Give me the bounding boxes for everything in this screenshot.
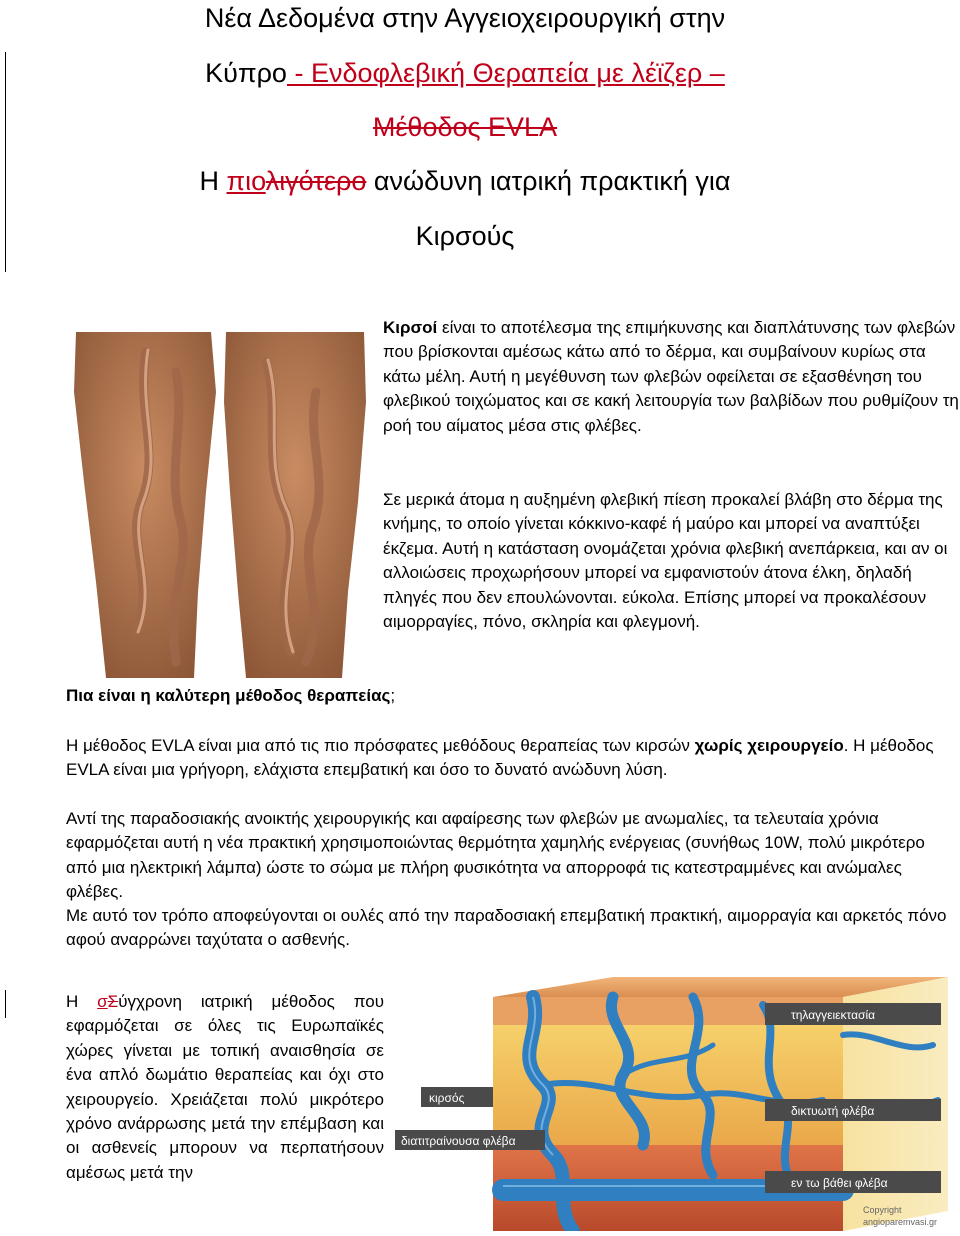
copyright-line-2: angioparemvasi.gr bbox=[863, 1217, 938, 1227]
page-title-line-2 bbox=[0, 57, 930, 89]
method-paragraph-1 bbox=[66, 734, 956, 783]
page-title-line-3 bbox=[0, 111, 930, 143]
method-text: . Η μέθοδος EVLA είναι μια γρήγορη, ελάχιστα επεμβατική και όσο το δυνατό ανώδυνη λύση. bbox=[66, 736, 934, 780]
title-text: Κιρσούς bbox=[415, 221, 515, 251]
bottom-inserted-text: σ bbox=[97, 992, 108, 1011]
title-inserted-text: - Ενδοφλεβική Θεραπεία με λέϊζερ – bbox=[286, 58, 725, 88]
question-punctuation: ; bbox=[390, 686, 396, 705]
title-text: Κύπρο bbox=[205, 58, 287, 88]
title-inserted-text: πιο bbox=[226, 166, 266, 196]
method-paragraph-2 bbox=[66, 807, 956, 905]
page-title-line-5 bbox=[0, 220, 930, 252]
perforator-vein-label: διατιτραίνουσα φλέβα bbox=[401, 1134, 516, 1148]
title-text: Η bbox=[199, 166, 227, 196]
vein-anatomy-svg bbox=[393, 975, 955, 1231]
intro-text: είναι το αποτέλεσμα της επιμήκυνσης και διαπλάτυνσης των φλεβών που βρίσκονται αμέσως κάτω από το δέρμα, και συμβαίνουν κυρίως στα κάτω μέλη. Αυτή η μεγέθυνση των φλεβών οφείλεται σε εξασθένηση του φλεβικού τοιχώματος και σε κακή λειτουργία των βαλβίδων που ρυθμίζουν τη ροή του αίματος μέσα στις φλέβες. bbox=[383, 318, 959, 435]
intro-paragraph-2 bbox=[383, 488, 960, 634]
method-text: Με αυτό τον τρόπο αποφεύγονται οι ουλές από την παραδοσιακή επεμβατική πρακτική, αιμορραγία και αρκετός πόνο αφού αναρρώνει ταχύτατα ο ασθενής. bbox=[66, 906, 947, 950]
method-text: Η μέθοδος EVLA είναι μια από τις πιο πρόσφατες μεθόδους θεραπείας των κιρσών bbox=[66, 736, 695, 755]
page-title-line-1 bbox=[0, 2, 930, 34]
intro-paragraph-1 bbox=[383, 316, 960, 438]
intro-bold-term: Κιρσοί bbox=[383, 318, 438, 337]
varicose-legs-photo bbox=[66, 332, 368, 678]
method-text: Αντί της παραδοσιακής ανοικτής χειρουργικής και αφαίρεσης των φλεβών με ανωμαλίες, τα τελευταία χρόνια εφαρμόζεται αυτή η νέα πρακτική χρησιμοποιώντας θερμότητα χαμηλής ενέργειας (συνήθως 10W, πολύ μικρότερο από μια ηλεκτρική λάμπα) ώστε το σώμα με πλήρη φυσικότητα να απορροφά τις κατεστραμμένες και ανώμαλες φλέβες. bbox=[66, 809, 925, 902]
bottom-paragraph bbox=[66, 990, 384, 1185]
question-text: Πια είναι η καλύτερη μέθοδος θεραπείας bbox=[66, 686, 391, 705]
title-deleted-text: Μέθοδος EVLA bbox=[372, 112, 558, 142]
title-text: Νέα Δεδομένα στην Αγγειοχειρουργική στην bbox=[204, 3, 726, 33]
telangiectasia-label: τηλαγγειεκτασία bbox=[791, 1008, 876, 1022]
reticular-vein-label: δικτυωτή φλέβα bbox=[791, 1104, 875, 1118]
intro-text: Σε μερικά άτομα η αυξημένη φλεβική πίεση προκαλεί βλάβη στο δέρμα της κνήμης, το οποίο γίνεται κόκκινο-καφέ ή μαύρο και μπορεί να αναπτύξει έκζεμα. Αυτή η κατάσταση ονομάζεται χρόνια φλεβική ανεπάρκεια, και αν οι αλλοιώσεις προχωρήσουν μπορεί να εμφανιστούν άτονα έλκη, δηλαδή πληγές που δεν επουλώνονται. εύκολα. Επίσης μπορεί να προκαλέσουν αιμορραγίες, πόνο, σκληρία και φλεγμονή. bbox=[383, 490, 948, 632]
page-title-line-4 bbox=[0, 165, 930, 197]
method-bold-text: χωρίς χειρουργείο bbox=[694, 736, 844, 755]
method-paragraph-3 bbox=[66, 904, 956, 953]
bottom-text: ύγχρονη ιατρική μέθοδος που εφαρμόζεται σε όλες τις Ευρωπαϊκές χώρες γίνεται με τοπική αναισθησία σε ένα απλό δωμάτιο θεραπείας και όχι στο χειρουργείο. Χρειάζεται πολύ μικρότερο χρόνο ανάρρωσης μετά την επέμβαση και οι ασθενείς μπορουν να περπατήσουν αμέσως μετά την bbox=[66, 992, 385, 1182]
bottom-deleted-text: Σ bbox=[107, 992, 119, 1011]
question-heading bbox=[66, 684, 666, 708]
varix-label: κιρσός bbox=[429, 1091, 465, 1105]
deep-vein-label: εν τω βάθει φλέβα bbox=[791, 1176, 888, 1190]
copyright-line-1: Copyright bbox=[863, 1205, 902, 1215]
title-deleted-text: λιγότερο bbox=[265, 166, 367, 196]
bottom-text: Η bbox=[66, 992, 98, 1011]
vein-anatomy-diagram bbox=[393, 975, 955, 1231]
revision-bar bbox=[5, 990, 6, 1018]
title-text: ανώδυνη ιατρική πρακτική για bbox=[366, 166, 731, 196]
